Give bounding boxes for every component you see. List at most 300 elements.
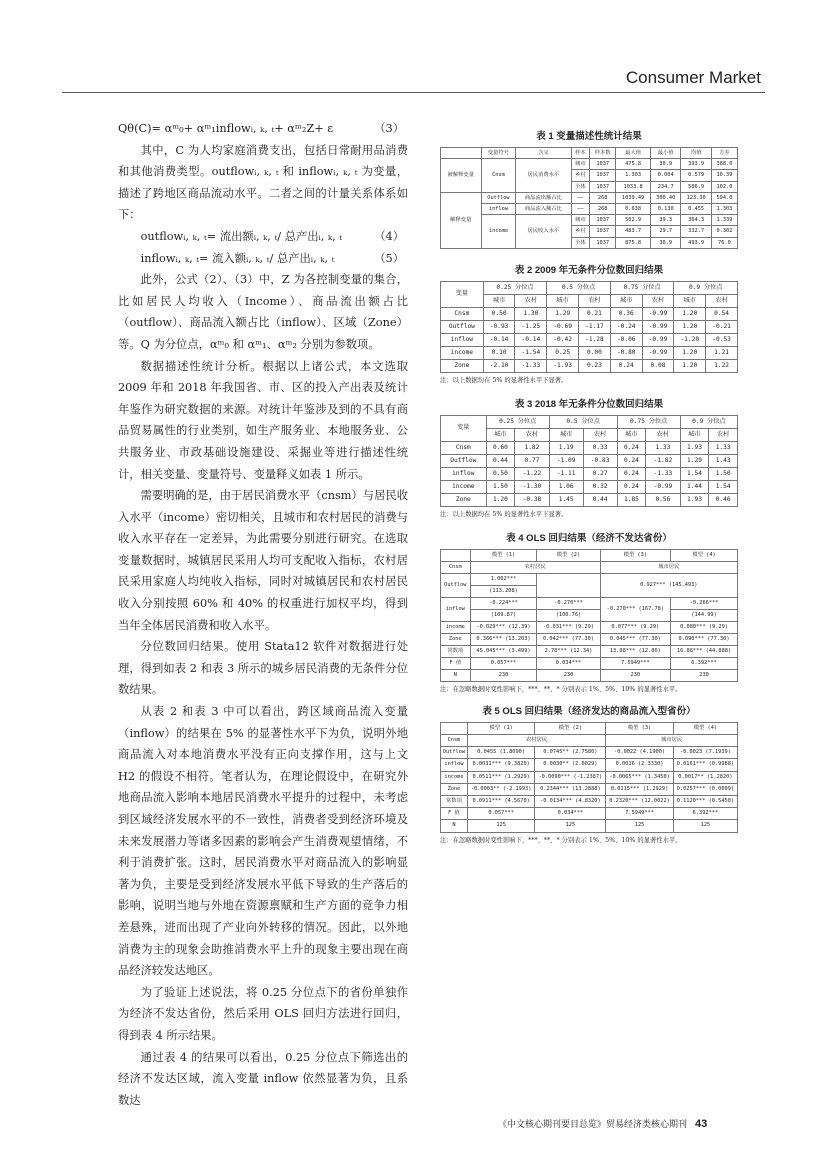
table-row [441, 657, 738, 669]
table-cell: 123.30 [681, 192, 711, 203]
table-header: 模型 (2) [537, 549, 600, 561]
table-4-caption: 表 4 OLS 回归结果（经济不发达省份） [506, 532, 672, 544]
table-header: 农村 [646, 428, 681, 441]
table-header: 农村 [515, 294, 547, 307]
table-row [441, 359, 738, 372]
table-cell: 0.21 [579, 307, 611, 320]
table-row [441, 454, 738, 467]
table-cell: -1.28 [579, 333, 611, 346]
table-cell: 0.24 [617, 454, 646, 467]
table-cell: income [441, 480, 487, 493]
table-cell: 230 [600, 669, 671, 681]
table-cell: 1037 [590, 215, 616, 226]
table-cell: 0.0257*** (0.0099) [673, 783, 737, 795]
paragraph-2: 此外，公式（2）、（3）中，Z 为各控制变量的集合，比如居民人均收入（Income）、商品流出额占比（outflow）、商品流入额占比（inflow）、区域（Zone）等。Q 为分位点，αᵐ₀ 和 αᵐ₁、αᵐ₂ 分别为参数项。 [118, 273, 408, 351]
table-header: 城市 [549, 428, 583, 441]
table-5 [440, 722, 738, 833]
table-cell: 0.057*** [470, 657, 537, 669]
table-cell: 0.0030** (2.0029) [535, 759, 606, 771]
table-cell: 0.50 [483, 307, 515, 320]
equation-5-number: （5） [374, 251, 404, 265]
table-cell: 1.30 [515, 307, 547, 320]
table-cell: -0.0134*** (4.8320) [535, 796, 606, 808]
table-cell: 0.24 [617, 467, 646, 480]
table-cell: 7.5949*** [606, 808, 674, 820]
table-cell: -2.10 [483, 359, 515, 372]
table-cell: 0.08 [642, 359, 674, 372]
table-cell: 1.54 [709, 480, 738, 493]
table-cell: 2.78*** (12.34) [537, 645, 600, 657]
table-cell: 1.29 [547, 307, 579, 320]
table-header: 变量 [441, 281, 484, 307]
table-cell: 城市居民 [600, 561, 737, 573]
table-cell: 0.004 [651, 170, 681, 181]
table-cell: Outflow [441, 454, 487, 467]
table-cell: 1.06 [549, 480, 583, 493]
table-row [441, 633, 738, 645]
table-cell: 76.0 [711, 237, 737, 248]
table-cell: Outflow [441, 573, 471, 597]
table-cell: -0.83 [583, 454, 617, 467]
table-4-note: 注：在忽略数据时变性影响下，***、**、* 分别表示 1%、5%、10% 的显著性水平。 [440, 685, 682, 693]
table-header: 模型 (3) [600, 549, 671, 561]
table-cell: -0.0022 (4.1900) [606, 747, 674, 759]
table-cell: -0.270*** [537, 597, 600, 609]
table-cell: -0.0003** (-2.1993) [467, 783, 535, 795]
paragraph-8: 通过表 4 的结果可以看出，0.25 分位点下筛选出的经济不发达区域，流入变量 inflow 依然显著为负，且系数达 [118, 1050, 408, 1107]
table-header: 样本数 [590, 148, 616, 159]
table-cell: -1.17 [579, 320, 611, 333]
table-cell: Outflow [441, 320, 484, 333]
table-cell: -0.14 [483, 333, 515, 346]
table-header: 0.75 分位点 [610, 281, 674, 294]
header-rule [62, 92, 765, 93]
table-cell: 125 [673, 820, 737, 832]
table-cell: 1.85 [617, 493, 646, 506]
table-cell: Zone [441, 633, 471, 645]
table-cell: 0.034*** [537, 657, 600, 669]
equation-4 [118, 226, 408, 248]
right-column-tables [440, 118, 738, 846]
table-cell: -0.06 [610, 333, 642, 346]
table-row [441, 747, 738, 759]
table-cell: 0.2344*** (13.2888) [535, 783, 606, 795]
table-cell: 0.1120*** (0.5450) [673, 796, 737, 808]
table-cell: 364.3 [681, 215, 711, 226]
paragraph-4: 需要明确的是，由于居民消费水平（cnsm）与居民收入水平（income）密切相关，且城市和农村居民的消费与收入水平存在一定差异，为此需要分别进行研究。在选取变量数据时，城镇居民采用人均可支配收入指标，农村居民采用家庭人均纯收入指标，同时对城镇居民和农村居民收入分别按照 60% 和 40% 的权重进行加权平均，得到当年全体居民消费和收入水平。 [118, 489, 408, 632]
table-row [441, 597, 738, 609]
table-row [441, 621, 738, 633]
table-cell: 被解释变量 [441, 159, 482, 193]
table-cell: 1.50 [486, 480, 515, 493]
table-cell: 商品流入额占比 [516, 204, 571, 215]
table-3-note: 注：以上数据均在 5% 的显著性水平下显著。 [440, 510, 568, 518]
table-cell: 0.0031*** (9.3820) [467, 759, 535, 771]
table-cell: Outflow [441, 747, 468, 759]
table-cell: 1037 [590, 226, 616, 237]
table-cell: -0.0065*** (1.3450) [606, 771, 674, 783]
table-cell: 1037 [590, 237, 616, 248]
table-row [441, 281, 738, 294]
table-cell: 1.33 [709, 441, 738, 454]
table-cell: 493.9 [681, 237, 711, 248]
table-cell: -0.93 [483, 320, 515, 333]
table-cell: 0.0161*** (0.9988) [673, 759, 737, 771]
table-header: 模型 (2) [535, 722, 606, 734]
table-cell: 城市 [571, 215, 590, 226]
equation-5 [118, 248, 408, 270]
table-cell: 0.045*** (77.30) [600, 633, 671, 645]
table-cell: 乡村 [571, 226, 590, 237]
table-cell: 1.339 [711, 215, 737, 226]
table-cell: 1.44 [680, 480, 709, 493]
table-cell: 1.303 [616, 170, 651, 181]
table-cell: inflow [441, 597, 471, 621]
table-cell: 230 [671, 669, 738, 681]
table-cell: 1.54 [680, 467, 709, 480]
table-cell: 475.8 [616, 159, 651, 170]
table-row [441, 467, 738, 480]
table-header: 城市 [547, 294, 579, 307]
table-cell: 506.9 [681, 181, 711, 192]
table-cell: 45.045*** (3.499) [470, 645, 537, 657]
table-cell: 125 [535, 820, 606, 832]
table-1-caption: 表 1 变量描述性统计结果 [536, 131, 642, 142]
table-header: 城市 [483, 294, 515, 307]
table-header: 0.9 分位点 [674, 281, 738, 294]
table-cell: 0.77 [515, 454, 550, 467]
table-header: 农村 [642, 294, 674, 307]
left-column-text [118, 118, 408, 1111]
table-cell: 332.7 [681, 226, 711, 237]
table-row [441, 307, 738, 320]
table-cell: 0.44 [486, 454, 515, 467]
table-cell: 0.034*** [535, 808, 606, 820]
table-row [441, 561, 738, 573]
table-cell: Zone [441, 783, 468, 795]
table-cell [441, 148, 482, 159]
table-cell: -1.22 [515, 467, 550, 480]
table-cell: 1037 [590, 159, 616, 170]
table-cell: 10.39 [711, 170, 737, 181]
table-cell: 0.32 [583, 480, 617, 493]
table-header: 0.25 分位点 [483, 281, 547, 294]
table-cell: 1.33 [646, 441, 681, 454]
page-number: 43 [695, 1118, 708, 1130]
table-cell: 875.8 [616, 237, 651, 248]
table-cell: 1.19 [549, 441, 583, 454]
table-cell: -0.0090*** (-1.2387) [535, 771, 606, 783]
table-row [441, 148, 738, 159]
table-cell: (109.87) [470, 609, 537, 621]
table-cell: Cnsm [481, 159, 516, 193]
table-cell: 0.56 [646, 493, 681, 506]
table-cell: 1.20 [486, 493, 515, 506]
table-cell: -0.38 [515, 493, 550, 506]
table-cell: 6.392*** [673, 808, 737, 820]
table-header: 模型 (4) [673, 722, 737, 734]
table-cell: 1037 [590, 181, 616, 192]
table-header: 城市 [674, 294, 706, 307]
table-cell: -0.99 [642, 307, 674, 320]
table-cell: 0.00 [579, 346, 611, 359]
table-cell: 1.303 [711, 204, 737, 215]
table-cell: 300.40 [651, 192, 681, 203]
table-row [441, 735, 738, 747]
table-4 [440, 549, 738, 682]
table-cell: -1.33 [515, 359, 547, 372]
table-cell: 1039.49 [616, 192, 651, 203]
table-cell: 城市 [571, 159, 590, 170]
table-cell: 0.0455 (1.8090) [467, 747, 535, 759]
table-cell: 解释变量 [441, 192, 482, 248]
table-header: 变量符号 [481, 148, 516, 159]
table-cell: 1.45 [549, 493, 583, 506]
table-cell: —— [571, 192, 590, 203]
table-cell: -0.24 [610, 320, 642, 333]
table-cell: Cnsm [441, 561, 471, 573]
table-cell: 1033.8 [616, 181, 651, 192]
table-cell: -0.80 [610, 346, 642, 359]
table-row [441, 346, 738, 359]
table-cell: -0.69 [547, 320, 579, 333]
table-header: 0.25 分位点 [486, 415, 549, 428]
table-header: 0.5 分位点 [549, 415, 617, 428]
table-cell: 0.0016 (2.3330) [606, 759, 674, 771]
table-cell: 全体 [571, 181, 590, 192]
table-cell: F 值 [441, 808, 468, 820]
table-row [441, 215, 738, 226]
table-cell: 0.44 [583, 493, 617, 506]
table-cell: 农村居民 [467, 735, 605, 747]
table-row [441, 669, 738, 681]
table-cell: 全体 [571, 237, 590, 248]
table-cell: 0.090*** (77.30) [671, 633, 738, 645]
paragraph-6: 从表 2 和表 3 中可以看出，跨区域商品流入变量（inflow）的结果在 5% 的显著性水平下为负，说明外地商品流入对本地消费水平没有正向支撑作用，这与上文 H2 的假设不相符。笔者认为，在理论假设中，在研究外地商品流入影响本地居民消费水平提升的过程中，未考虑到区域经济发展水平的不一致性，消费者受到经济环境及未来发展潜力等诸多因素的影响会产生消费观望情绪，不利于消费扩张。这时，居民消费水平对商品流入的影响显著为负，主要是受到经济发展水平低下导致的生产落后的影响，说明当地与外地在资源禀赋和生产方面的竞争力相差悬殊，进而出现了产业向外转移的情况。因此，以外地消费为主的现象会助推消费水平上升的现象主要出现在商品经济较发达地区。 [118, 705, 408, 978]
table-row [441, 645, 738, 657]
table-cell: 0.057*** [467, 808, 535, 820]
table-header: 0.75 分位点 [617, 415, 680, 428]
table-cell: 1.20 [674, 346, 706, 359]
table-header: 0.5 分位点 [547, 281, 611, 294]
table-cell: Cnsm [441, 307, 484, 320]
table-cell: -1.11 [549, 467, 583, 480]
table-header: 变量 [441, 415, 487, 441]
table-5-note: 注：在忽略数据时变性影响下，***、**、* 分别表示 1%、5%、10% 的显著性水平。 [440, 836, 682, 844]
paragraph-7: 为了验证上述说法，将 0.25 分位点下的省份单独作为经济不发达省份，然后采用 OLS 回归方法进行回归，得到表 4 所示结果。 [118, 985, 408, 1042]
table-header: 模型 (4) [671, 549, 738, 561]
table-cell: 102.0 [711, 181, 737, 192]
table-cell: 常数项 [441, 796, 468, 808]
table-cell: Cnsm [441, 735, 468, 747]
table-cell: 230 [470, 669, 537, 681]
table-cell: 6.392*** [671, 657, 738, 669]
table-cell: income [441, 621, 471, 633]
table-cell: 1.002*** [470, 573, 537, 585]
equation-3 [118, 118, 408, 140]
table-row [441, 204, 738, 215]
paragraph-3: 数据描述性统计分析。根据以上诸公式，本文选取 2009 年和 2018 年我国省、市、区的投入产出表及统计年鉴作为研究数据的来源。对统计年鉴涉及到的不具有商品贸易属性的行业类别，如生产服务业、本地服务业、公共服务业、市政基础设施建设、采掘业等进行描述性统计，相关变量、变量符号、变量释义如表 1 所示。 [118, 359, 408, 481]
table-row [441, 783, 738, 795]
journal-header-title: Consumer Market [625, 68, 761, 87]
table-cell: -1.93 [547, 359, 579, 372]
table-cell: 0.455 [681, 204, 711, 215]
table-cell: 1.93 [680, 493, 709, 506]
table-row [441, 493, 738, 506]
table-cell: 0.25 [547, 346, 579, 359]
table-header: 均值 [681, 148, 711, 159]
table-row [441, 333, 738, 346]
table-cell: -0.53 [706, 333, 738, 346]
table-cell: 268 [590, 192, 616, 203]
table-row [441, 796, 738, 808]
table-cell: 0.0017** (1.2820) [673, 771, 737, 783]
table-cell: 0.042*** (77.30) [537, 633, 600, 645]
table-cell: -0.029*** (12.39) [470, 621, 537, 633]
table-cell: 1.29 [680, 454, 709, 467]
table-cell: 0.33 [583, 441, 617, 454]
table-cell: 0.36 [610, 307, 642, 320]
table-cell: 0.0911*** (4.5670) [467, 796, 535, 808]
table-cell: 常数项 [441, 645, 471, 657]
table-cell: 0.579 [681, 170, 711, 181]
table-cell: 0.130 [651, 204, 681, 215]
table-cell: 125 [467, 820, 535, 832]
table-cell: N [441, 820, 468, 832]
table-header: 最小值 [651, 148, 681, 159]
table-header: 模型 (1) [470, 549, 537, 561]
table-header: 农村 [583, 428, 617, 441]
table-cell: -1.30 [515, 480, 550, 493]
equation-4-text: outflowᵢ, ₖ, ₜ= 流出额ᵢ, ₖ, ₜ/ 总产出ᵢ, ₖ, ₜ [140, 229, 343, 243]
table-cell: 268 [590, 204, 616, 215]
table-cell: 0.10 [483, 346, 515, 359]
table-cell: 7.5949*** [600, 657, 671, 669]
table-cell: 1037 [590, 170, 616, 181]
equation-5-text: inflowᵢ, ₖ, ₜ= 流入额ᵢ, ₖ, ₜ/ 总产出ᵢ, ₖ, ₜ [140, 251, 335, 265]
table-cell: 1.20 [674, 320, 706, 333]
table-row [441, 771, 738, 783]
table-cell: 0.0115*** (1.2929) [606, 783, 674, 795]
table-cell: 0.27 [583, 467, 617, 480]
table-cell: -0.99 [642, 346, 674, 359]
table-cell: N [441, 669, 471, 681]
table-cell: -1.20 [674, 333, 706, 346]
table-header: 样本 [571, 148, 590, 159]
table-row [441, 808, 738, 820]
table-cell: 城市居民 [606, 735, 738, 747]
table-header: 模型 (1) [467, 722, 535, 734]
table-row [441, 320, 738, 333]
table-cell: 1.22 [706, 359, 738, 372]
table-cell: 0.0745** (2.7580) [535, 747, 606, 759]
table-2-caption: 表 2 2009 年无条件分位数回归结果 [514, 264, 664, 276]
table-3 [440, 415, 738, 507]
table-2-note: 注：以上数据均在 5% 的显著性水平下显著。 [440, 376, 568, 384]
table-row [441, 159, 738, 170]
table-cell: -0.224*** [470, 597, 537, 609]
table-row [441, 480, 738, 493]
table-cell: 居民消费水平 [516, 159, 571, 193]
table-cell: 483.7 [616, 226, 651, 237]
table-cell: 1.43 [709, 454, 738, 467]
table-cell: 125 [606, 820, 674, 832]
paragraph-1: 其中，C 为人均家庭消费支出，包括日常耐用品消费和其他消费类型。outflowᵢ, ₖ, ₜ 和 inflowᵢ, ₖ, ₜ 为变量，描述了跨地区商品流动水平。二者之间的计量关系体系如下： [118, 143, 408, 222]
table-cell: (100.76) [537, 609, 600, 621]
paragraph-5: 分位数回归结果。使用 Stata12 软件对数据进行处理，得到如表 2 和表 3 所示的城乡居民消费的无条件分位数结果。 [118, 640, 408, 697]
table-cell: inflow [441, 759, 468, 771]
table-cell: 594.0 [711, 192, 737, 203]
table-row [441, 722, 738, 734]
table-cell: 230 [537, 669, 600, 681]
table-header: 农村 [515, 428, 550, 441]
table-cell: -1.09 [549, 454, 583, 467]
table-cell: Cnsm [441, 441, 487, 454]
table-row [441, 294, 738, 307]
table-2 [440, 281, 738, 373]
table-header: 城市 [617, 428, 646, 441]
table-3-caption: 表 3 2018 年无条件分位数回归结果 [514, 398, 664, 410]
footer-journal: 《中文核心期刊要目总览》贸易经济类核心期刊 [498, 1120, 688, 1130]
table-header: 城市 [680, 428, 709, 441]
table-cell: income [481, 215, 516, 249]
table-cell: -0.0023 (7.1939) [673, 747, 737, 759]
table-cell: 0.2320*** (12.0022) [606, 796, 674, 808]
table-cell: -0.99 [646, 480, 681, 493]
table-cell: 1.82 [515, 441, 550, 454]
table-cell: F 值 [441, 657, 471, 669]
table-cell: 0.23 [579, 359, 611, 372]
table-cell: Zone [441, 359, 484, 372]
table-cell: -1.33 [646, 467, 681, 480]
table-cell: 234.7 [651, 181, 681, 192]
table-cell [537, 573, 600, 597]
table-cell: income [441, 771, 468, 783]
table-cell: 0.50 [486, 467, 515, 480]
table-cell: 0.0511*** (1.2929) [467, 771, 535, 783]
table-header: 方差 [711, 148, 737, 159]
table-header: 含义 [516, 148, 571, 159]
table-cell: 0.638 [616, 204, 651, 215]
table-cell: 0.24 [617, 441, 646, 454]
table-cell: 乡村 [571, 170, 590, 181]
table-cell: 39.3 [651, 215, 681, 226]
table-cell: 1.50 [709, 467, 738, 480]
table-cell: 0.302 [711, 226, 737, 237]
table-row [441, 415, 738, 428]
table-cell: 0.46 [709, 493, 738, 506]
table-cell: inflow [441, 333, 484, 346]
table-cell: 502.9 [616, 215, 651, 226]
table-row [441, 609, 738, 621]
table-cell: 1.20 [674, 307, 706, 320]
table-cell: 0.366*** (13.203) [470, 633, 537, 645]
table-header: 城市 [486, 428, 515, 441]
table-cell: -0.99 [642, 320, 674, 333]
table-row [441, 441, 738, 454]
table-5-caption: 表 5 OLS 回归结果（经济发达的商品流入型省份） [482, 705, 696, 717]
table-cell: 30.9 [651, 237, 681, 248]
table-cell: 1.21 [706, 346, 738, 359]
table-cell [441, 549, 471, 561]
table-cell: Zone [441, 493, 487, 506]
table-row [441, 820, 738, 832]
table-cell: -0.21 [706, 320, 738, 333]
table-cell: inflow [481, 204, 516, 215]
table-cell: 388.0 [711, 159, 737, 170]
table-cell: 0.24 [617, 480, 646, 493]
table-cell: —— [571, 204, 590, 215]
